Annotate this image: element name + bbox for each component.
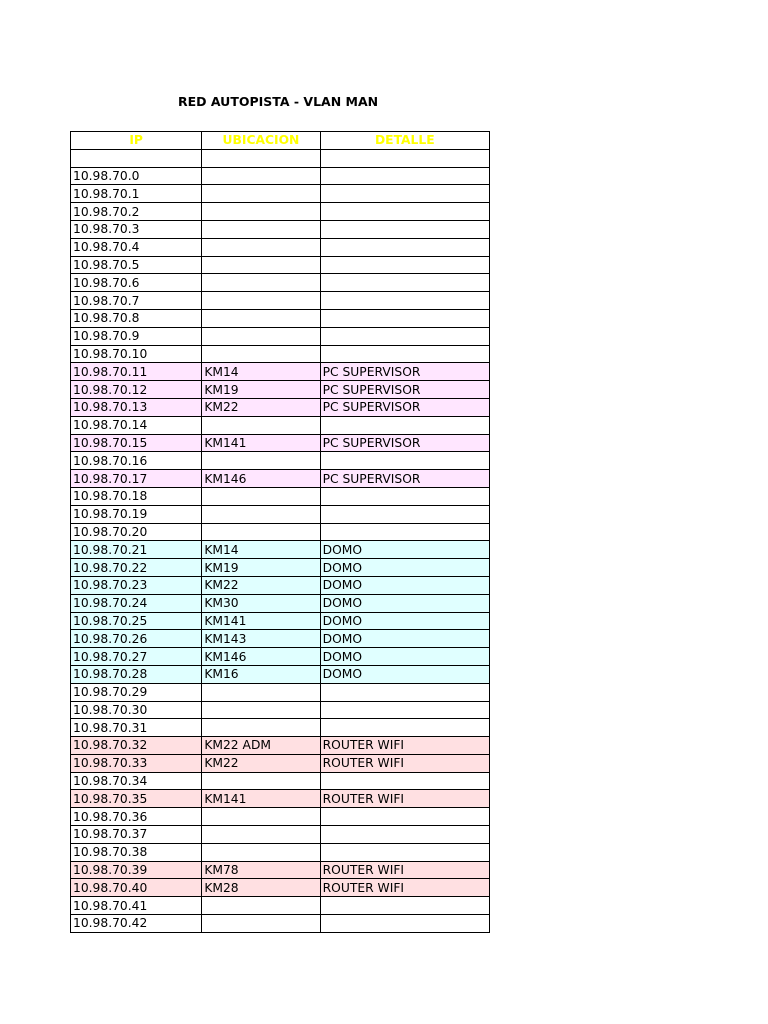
ubicacion-cell <box>202 826 320 844</box>
detalle-cell <box>320 683 489 701</box>
detalle-cell: ROUTER WIFI <box>320 754 489 772</box>
table-row <box>71 576 490 594</box>
table-row <box>71 203 490 221</box>
detalle-cell <box>320 772 489 790</box>
ubicacion-cell <box>202 327 320 345</box>
ubicacion-cell: KM28 <box>202 879 320 897</box>
detalle-cell: ROUTER WIFI <box>320 790 489 808</box>
detalle-cell <box>320 149 489 167</box>
ip-cell: 10.98.70.35 <box>71 790 202 808</box>
table-row <box>71 487 490 505</box>
ip-cell: 10.98.70.16 <box>71 452 202 470</box>
table-row <box>71 879 490 897</box>
ubicacion-cell: KM22 <box>202 576 320 594</box>
table-row <box>71 665 490 683</box>
detalle-cell <box>320 897 489 915</box>
table-row <box>71 256 490 274</box>
ip-cell: 10.98.70.5 <box>71 256 202 274</box>
detalle-cell: ROUTER WIFI <box>320 737 489 755</box>
table-row <box>71 701 490 719</box>
table-row <box>71 220 490 238</box>
table-row <box>71 363 490 381</box>
ubicacion-cell <box>202 203 320 221</box>
ip-allocation-table <box>70 131 490 933</box>
ubicacion-cell: KM19 <box>202 559 320 577</box>
ip-cell: 10.98.70.29 <box>71 683 202 701</box>
table-row <box>71 843 490 861</box>
ubicacion-cell <box>202 772 320 790</box>
ubicacion-cell <box>202 719 320 737</box>
ubicacion-cell: KM146 <box>202 470 320 488</box>
table-row <box>71 452 490 470</box>
detalle-cell: ROUTER WIFI <box>320 861 489 879</box>
detalle-cell: ROUTER WIFI <box>320 879 489 897</box>
table-body <box>71 149 490 932</box>
ubicacion-cell <box>202 185 320 203</box>
ip-cell: 10.98.70.33 <box>71 754 202 772</box>
ubicacion-cell <box>202 915 320 933</box>
table-row <box>71 594 490 612</box>
table-row <box>71 541 490 559</box>
detalle-cell <box>320 487 489 505</box>
detalle-cell: DOMO <box>320 576 489 594</box>
ubicacion-cell <box>202 345 320 363</box>
ip-cell: 10.98.70.23 <box>71 576 202 594</box>
detalle-cell: PC SUPERVISOR <box>320 398 489 416</box>
document-title: RED AUTOPISTA - VLAN MAN <box>178 94 379 109</box>
ip-cell: 10.98.70.4 <box>71 238 202 256</box>
detalle-cell: PC SUPERVISOR <box>320 381 489 399</box>
ubicacion-cell <box>202 274 320 292</box>
detalle-cell: PC SUPERVISOR <box>320 470 489 488</box>
ip-cell: 10.98.70.30 <box>71 701 202 719</box>
ip-cell: 10.98.70.40 <box>71 879 202 897</box>
table-row <box>71 612 490 630</box>
detalle-cell <box>320 238 489 256</box>
ip-cell: 10.98.70.0 <box>71 167 202 185</box>
detalle-cell: PC SUPERVISOR <box>320 434 489 452</box>
table-row <box>71 327 490 345</box>
table-row <box>71 398 490 416</box>
ubicacion-cell <box>202 238 320 256</box>
detalle-cell: PC SUPERVISOR <box>320 363 489 381</box>
detalle-cell <box>320 416 489 434</box>
detalle-cell <box>320 274 489 292</box>
ip-cell: 10.98.70.1 <box>71 185 202 203</box>
detalle-cell <box>320 345 489 363</box>
ip-cell: 10.98.70.39 <box>71 861 202 879</box>
table-row <box>71 772 490 790</box>
ubicacion-cell: KM141 <box>202 434 320 452</box>
detalle-cell <box>320 309 489 327</box>
ubicacion-cell: KM141 <box>202 790 320 808</box>
ubicacion-cell <box>202 808 320 826</box>
detalle-cell <box>320 505 489 523</box>
detalle-cell: DOMO <box>320 648 489 666</box>
ubicacion-cell: KM14 <box>202 363 320 381</box>
table-row <box>71 309 490 327</box>
table-row <box>71 185 490 203</box>
table-row <box>71 719 490 737</box>
header-row <box>71 132 490 150</box>
detalle-cell <box>320 292 489 310</box>
table-row <box>71 861 490 879</box>
table-row <box>71 238 490 256</box>
ubicacion-cell <box>202 897 320 915</box>
detalle-cell <box>320 185 489 203</box>
detalle-cell <box>320 220 489 238</box>
table-row <box>71 167 490 185</box>
ubicacion-cell <box>202 843 320 861</box>
table-row <box>71 826 490 844</box>
header-ip: IP <box>71 132 202 150</box>
ip-cell: 10.98.70.18 <box>71 487 202 505</box>
ip-cell: 10.98.70.38 <box>71 843 202 861</box>
ubicacion-cell <box>202 487 320 505</box>
detalle-cell <box>320 452 489 470</box>
ubicacion-cell <box>202 523 320 541</box>
detalle-cell: DOMO <box>320 559 489 577</box>
ip-cell: 10.98.70.8 <box>71 309 202 327</box>
ip-cell: 10.98.70.17 <box>71 470 202 488</box>
ip-cell: 10.98.70.28 <box>71 665 202 683</box>
ip-cell: 10.98.70.19 <box>71 505 202 523</box>
ip-cell: 10.98.70.24 <box>71 594 202 612</box>
ip-cell: 10.98.70.3 <box>71 220 202 238</box>
ip-cell: 10.98.70.32 <box>71 737 202 755</box>
detalle-cell <box>320 327 489 345</box>
table-row <box>71 381 490 399</box>
detalle-cell <box>320 523 489 541</box>
table-row <box>71 559 490 577</box>
ubicacion-cell <box>202 220 320 238</box>
table-header <box>71 132 490 150</box>
ubicacion-cell <box>202 309 320 327</box>
table-row <box>71 345 490 363</box>
ip-cell: 10.98.70.42 <box>71 915 202 933</box>
ip-cell: 10.98.70.9 <box>71 327 202 345</box>
ip-cell: 10.98.70.15 <box>71 434 202 452</box>
ip-cell: 10.98.70.2 <box>71 203 202 221</box>
detalle-cell <box>320 808 489 826</box>
ubicacion-cell: KM30 <box>202 594 320 612</box>
detalle-cell <box>320 915 489 933</box>
ip-cell: 10.98.70.34 <box>71 772 202 790</box>
ubicacion-cell <box>202 149 320 167</box>
ubicacion-cell <box>202 683 320 701</box>
ip-cell: 10.98.70.31 <box>71 719 202 737</box>
ip-cell: 10.98.70.14 <box>71 416 202 434</box>
table-row <box>71 790 490 808</box>
table-row <box>71 808 490 826</box>
table-row <box>71 630 490 648</box>
table-row <box>71 737 490 755</box>
ubicacion-cell <box>202 292 320 310</box>
ubicacion-cell <box>202 505 320 523</box>
detalle-cell: DOMO <box>320 630 489 648</box>
ubicacion-cell: KM143 <box>202 630 320 648</box>
detalle-cell <box>320 843 489 861</box>
ubicacion-cell: KM22 <box>202 398 320 416</box>
ubicacion-cell: KM78 <box>202 861 320 879</box>
ip-cell: 10.98.70.26 <box>71 630 202 648</box>
ip-cell: 10.98.70.37 <box>71 826 202 844</box>
detalle-cell <box>320 203 489 221</box>
table-row <box>71 274 490 292</box>
table-row <box>71 292 490 310</box>
ip-cell: 10.98.70.11 <box>71 363 202 381</box>
ip-cell: 10.98.70.41 <box>71 897 202 915</box>
ip-cell: 10.98.70.27 <box>71 648 202 666</box>
detalle-cell <box>320 701 489 719</box>
table-row <box>71 470 490 488</box>
ubicacion-cell: KM146 <box>202 648 320 666</box>
table-row <box>71 897 490 915</box>
ip-cell: 10.98.70.21 <box>71 541 202 559</box>
table-row <box>71 505 490 523</box>
table-row <box>71 149 490 167</box>
ip-cell: 10.98.70.13 <box>71 398 202 416</box>
ubicacion-cell: KM19 <box>202 381 320 399</box>
detalle-cell <box>320 826 489 844</box>
ip-cell: 10.98.70.12 <box>71 381 202 399</box>
detalle-cell: DOMO <box>320 541 489 559</box>
table-row <box>71 434 490 452</box>
ubicacion-cell: KM22 ADM <box>202 737 320 755</box>
ubicacion-cell <box>202 416 320 434</box>
detalle-cell: DOMO <box>320 665 489 683</box>
ip-cell: 10.98.70.6 <box>71 274 202 292</box>
ip-cell: 10.98.70.36 <box>71 808 202 826</box>
ubicacion-cell: KM14 <box>202 541 320 559</box>
table-row <box>71 648 490 666</box>
table-row <box>71 523 490 541</box>
ubicacion-cell <box>202 256 320 274</box>
ubicacion-cell: KM16 <box>202 665 320 683</box>
table-row <box>71 915 490 933</box>
detalle-cell: DOMO <box>320 612 489 630</box>
ip-cell: 10.98.70.20 <box>71 523 202 541</box>
ip-cell <box>71 149 202 167</box>
detalle-cell <box>320 167 489 185</box>
ubicacion-cell: KM141 <box>202 612 320 630</box>
header-ubicacion: UBICACION <box>202 132 320 150</box>
ubicacion-cell <box>202 452 320 470</box>
ubicacion-cell <box>202 167 320 185</box>
ip-cell: 10.98.70.7 <box>71 292 202 310</box>
table-row <box>71 416 490 434</box>
table-row <box>71 683 490 701</box>
ip-cell: 10.98.70.10 <box>71 345 202 363</box>
ip-cell: 10.98.70.22 <box>71 559 202 577</box>
table-row <box>71 754 490 772</box>
detalle-cell: DOMO <box>320 594 489 612</box>
detalle-cell <box>320 256 489 274</box>
ip-cell: 10.98.70.25 <box>71 612 202 630</box>
detalle-cell <box>320 719 489 737</box>
header-detalle: DETALLE <box>320 132 489 150</box>
ubicacion-cell <box>202 701 320 719</box>
ubicacion-cell: KM22 <box>202 754 320 772</box>
